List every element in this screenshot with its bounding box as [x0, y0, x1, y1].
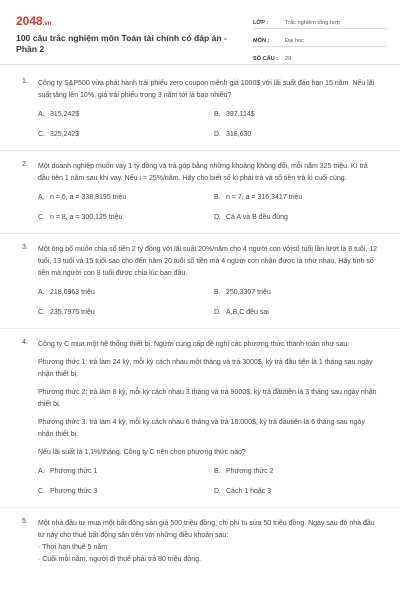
answer-option[interactable] [214, 110, 390, 120]
question-number: 1. [22, 78, 28, 85]
answer-option[interactable] [214, 308, 390, 318]
option-letter: B. [214, 111, 221, 118]
option-text: Phương thức 2 [226, 468, 274, 475]
meta-value: Trắc nghiệm tổng hợp [285, 20, 340, 26]
answer-options [38, 193, 378, 223]
question-3 [0, 244, 400, 318]
option-letter: D. [214, 131, 221, 138]
meta-label: LỚP : [253, 20, 269, 26]
header [0, 0, 400, 62]
meta-label: SỐ CÂU : [253, 56, 279, 62]
option-text: 397,114$ [226, 111, 255, 118]
question-number: 5. [22, 518, 28, 525]
answer-option[interactable] [214, 288, 390, 298]
option-letter: D. [214, 309, 221, 316]
logo-suffix: .vn [42, 21, 52, 27]
question-text: Phương thức 2: trả làm 8 kỳ, mỗi kỳ cách nhau 3 tháng và trả 9000$, kỳ trả đầutiên là 3 tháng sau ngày nhận thiết bị. [38, 389, 377, 408]
logo[interactable] [16, 14, 51, 28]
question-bullet: · Cuối mỗi năm, người đi thuê phải trả 80 triệu đồng. [38, 556, 201, 563]
option-text: n = 8, a = 300,125 triệu [50, 214, 123, 221]
option-text: 250,3307 triệu [226, 289, 271, 296]
answer-option[interactable] [214, 487, 390, 497]
question-number: 3. [22, 244, 28, 251]
question-separator [0, 150, 400, 151]
question-separator [0, 328, 400, 329]
option-letter: C. [38, 309, 45, 316]
option-text: A,B,C đều sai [226, 309, 269, 316]
option-letter: A. [38, 111, 45, 118]
logo-text: 2048 [16, 14, 43, 28]
option-letter: B. [214, 468, 221, 475]
option-text: n = 6, a = 338,8195 triệu [50, 194, 127, 201]
option-text: Phương thức 1 [50, 468, 98, 475]
option-letter: C. [38, 488, 45, 495]
answer-options [38, 110, 378, 140]
option-text: Cách 1 hoặc 3 [226, 488, 272, 495]
question-text: Một doanh nghiệp muốn vay 1 tỷ đồng và trả góp bằng những khoảng không đổi, mỗi năm 325 triệu. Kì trả đầu tiên 1 năm sau khi vay. Nếu i = 25%/năm. Hãy cho biết số kì phải trả và số tiền trả kì cuối cùng. [38, 163, 368, 182]
header-divider [0, 64, 400, 65]
option-letter: C. [38, 214, 45, 221]
option-text: 315,242$ [50, 111, 80, 118]
meta-info [253, 16, 388, 70]
question-5 [0, 518, 400, 566]
question-number: 4. [22, 339, 28, 346]
question-list [0, 78, 400, 566]
option-letter: C. [38, 131, 45, 138]
option-text: n = 7, a = 316,3417 triệu [226, 194, 303, 201]
answer-option[interactable] [214, 130, 390, 140]
meta-value: 29 [285, 56, 292, 62]
question-text: Công ty C mua một hệ thống thiết bị. Người cung cấp đề nghị các phương thức thanh toán như sau: [38, 341, 350, 348]
answer-option[interactable] [38, 467, 214, 477]
question-text: Công ty S&P500 vừa phát hành trái phiếu zero coupon mệnh giá 1000$ với lãi suất đáo hạn 15 năm. Nếu lãi suất tăng lên 10%, giá trái phiếu trong 3 năm tới là bao nhiêu? [38, 80, 375, 99]
question-bullet: · Thời hạn thuê 5 năm [38, 544, 108, 551]
answer-option[interactable] [38, 487, 214, 497]
meta-value: Đại học [285, 38, 304, 44]
document-title: 100 câu trắc nghiệm môn Toán tài chính có đáp án - Phần 2 [16, 33, 227, 54]
question-separator [0, 233, 400, 234]
option-letter: B. [214, 194, 221, 201]
option-text: Phương thức 3 [50, 488, 98, 495]
answer-options [38, 467, 378, 497]
meta-label: MÔN : [253, 38, 270, 44]
question-separator [0, 507, 400, 508]
answer-option[interactable] [38, 308, 214, 318]
answer-option[interactable] [214, 213, 390, 223]
option-letter: A. [38, 468, 45, 475]
answer-option[interactable] [38, 193, 214, 203]
answer-option[interactable] [38, 110, 214, 120]
question-text: Nếu lãi suất là 1,1%/tháng. Công ty C nên chọn phương thức nào? [38, 449, 246, 456]
question-1 [0, 78, 400, 140]
option-text: 235,7975 triệu [50, 309, 95, 316]
option-letter: A. [38, 194, 45, 201]
answer-options [38, 288, 378, 318]
question-number: 2. [22, 161, 28, 168]
answer-option[interactable] [38, 130, 214, 140]
question-4 [0, 339, 400, 497]
option-text: 325,242$ [50, 131, 80, 138]
option-letter: D. [214, 488, 221, 495]
question-2 [0, 161, 400, 223]
question-text: Một nhà đầu tư mua một bất động sản giá 500 triệu đồng, chi phí tu sửa 50 triệu đồng. Ngay sau đó nhà đầu tư này cho thuê bất động sản trên với những điều khoản sau: [38, 520, 375, 539]
meta-row-class [253, 16, 388, 29]
answer-option[interactable] [214, 193, 390, 203]
option-letter: D. [214, 214, 221, 221]
meta-row-subject [253, 34, 388, 47]
question-text: Phương thức 3: trả làm 4 kỳ, mỗi kỳ cách nhau 6 tháng và trả 18.000$, kỳ trả đầutiên là 6 tháng sau ngày nhận thiết bị. [38, 419, 365, 438]
answer-option[interactable] [214, 467, 390, 477]
option-letter: A. [38, 289, 45, 296]
question-text: Phương thức 1: trả làm 24 kỳ, mỗi kỳ cách nhau một tháng và trả 3000$, kỳ trả đầu tiên là 1 tháng sau ngày nhận thiết bị. [38, 359, 373, 378]
option-text: Cả A và B đều đúng [226, 214, 288, 221]
option-letter: B. [214, 289, 221, 296]
answer-option[interactable] [38, 288, 214, 298]
answer-option[interactable] [38, 213, 214, 223]
question-text: Một ông bố muốn chia số tiền 2 tỷ đồng với lãi suất 20%/năm cho 4 người con vớisố tuổi lần lượt là 8 tuổi, 12 tuổi, 13 tuổi và 15 tuổi sao cho đến năm 20 tuổi số tiền mà 4 người con nhận được là như nhau. Hãy tính số tiền mà người con 8 tuổi được chia lúc ban đầu. [38, 246, 378, 277]
option-text: 318,630 [226, 131, 252, 138]
option-text: 218,6963 triệu [50, 289, 95, 296]
